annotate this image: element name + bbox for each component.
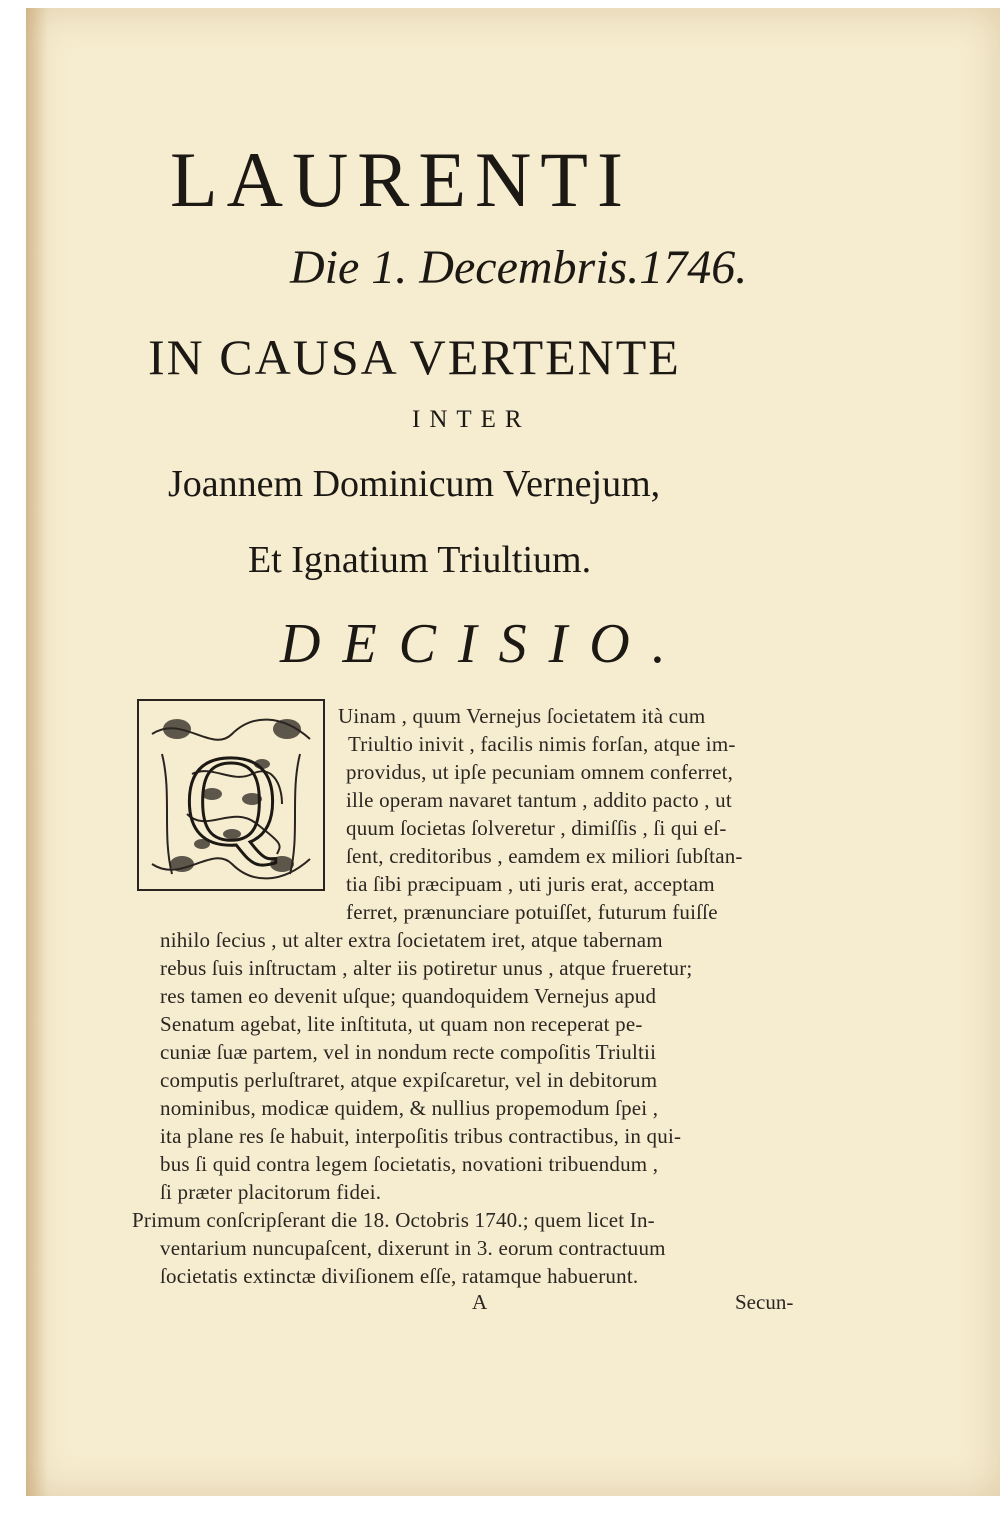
body-line: Uinam , quum Vernejus ſocietatem ità cum [338,704,706,728]
body-line: Triultio inivit , facilis nimis forſan, atque im- [348,732,736,756]
body-line: ille operam navaret tantum , addito pacto , ut [346,788,732,812]
body-line: Primum conſcripſerant die 18. Octobris 1740.; quem licet In- [132,1208,655,1232]
body-line: quum ſocietas ſolveretur , dimiſſis , ſi qui eſ- [346,816,727,840]
party-one: Joannem Dominicum Vernejum, [168,463,661,505]
document-title: LAURENTI [170,136,632,223]
body-line: ſocietatis extinctæ diviſionem eſſe, ratamque habuerunt. [160,1264,639,1288]
body-line: ventarium nuncupaſcent, dixerunt in 3. eorum contractuum [160,1236,666,1260]
body-line: cuniæ ſuæ partem, vel in nondum recte compoſitis Triultii [160,1040,657,1064]
body-line: ferret, prænunciare potuiſſet, futurum fuiſſe [346,900,718,924]
body-line: ſi præter placitorum fidei. [160,1180,382,1204]
body-line: nominibus, modicæ quidem, & nullius propemodum ſpei , [160,1096,659,1120]
body-line: Senatum agebat, lite inſtituta, ut quam non receperat pe- [160,1012,643,1036]
inter-label: INTER [412,406,531,433]
party-two: Et Ignatium Triultium. [248,539,592,581]
ornamental-initial [132,694,330,896]
decisio-heading: DECISIO. [280,613,688,675]
body-line: nihilo ſecius , ut alter extra ſocietatem iret, atque tabernam [160,928,663,952]
body-line: providus, ut ipſe pecuniam omnem conferret, [346,760,734,784]
body-line: rebus ſuis inſtructam , alter iis potiretur unus , atque frueretur; [160,956,693,980]
body-line: bus ſi quid contra legem ſocietatis, novationi tribuendum , [160,1152,659,1176]
causa-heading: IN CAUSA VERTENTE [148,329,681,385]
body-line: ſent, creditoribus , eamdem ex miliori ſubſtan- [346,844,743,868]
body-line: computis perluſtraret, atque expiſcaretur, vel in debitorum [160,1068,658,1092]
catchword: Secun- [735,1290,794,1314]
body-line: ita plane res ſe habuit, interpoſitis tribus contractibus, in qui- [160,1124,682,1148]
date-line: Die 1. Decembris.1746. [290,241,748,294]
signature-mark: A [472,1290,488,1314]
body-line: res tamen eo devenit uſque; quandoquidem Vernejus apud [160,984,657,1008]
body-line: tia ſibi præcipuam , uti juris erat, acceptam [346,872,715,896]
initial-letter: Q [184,729,278,873]
